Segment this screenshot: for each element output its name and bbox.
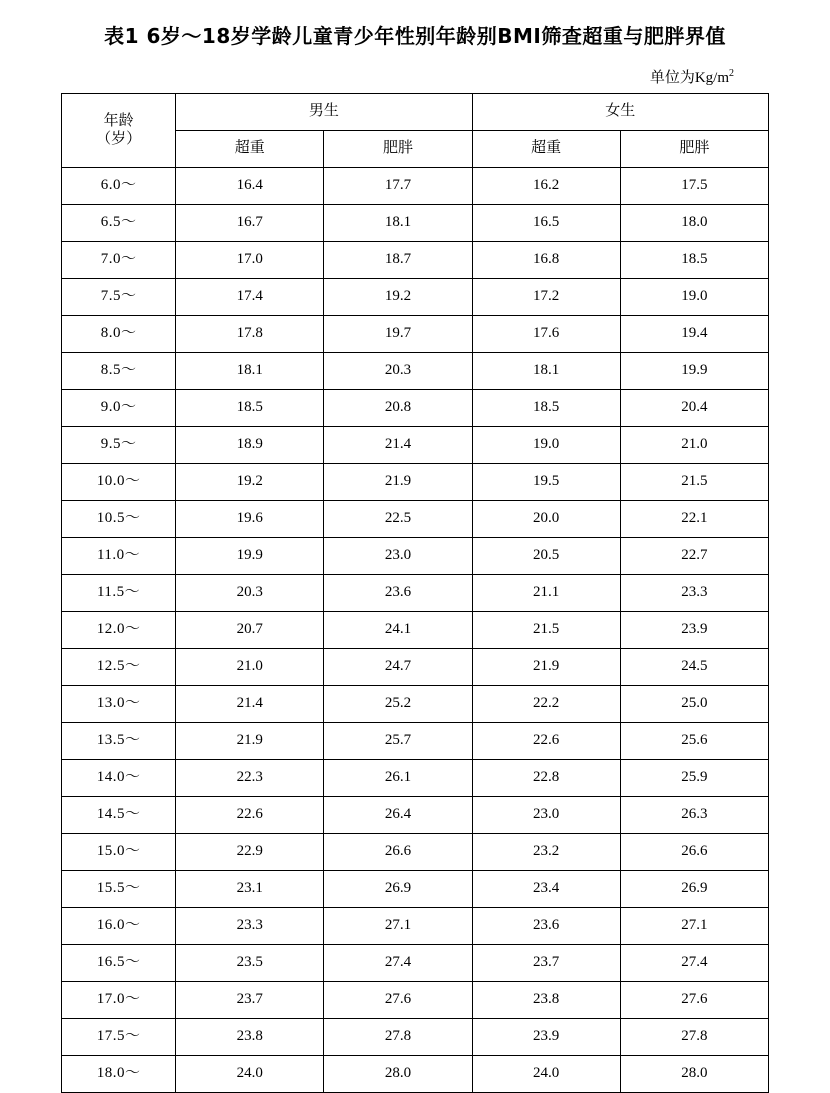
cell-age: 7.0～ xyxy=(62,242,176,279)
cell-girls-overweight: 20.5 xyxy=(472,538,620,575)
age-header-line1: 年龄 xyxy=(103,113,134,130)
cell-boys-overweight: 23.1 xyxy=(176,871,324,908)
cell-boys-overweight: 23.3 xyxy=(176,908,324,945)
unit-exponent: 2 xyxy=(729,68,734,79)
cell-boys-obesity: 21.9 xyxy=(324,464,472,501)
cell-boys-obesity: 20.8 xyxy=(324,390,472,427)
cell-boys-obesity: 26.4 xyxy=(324,797,472,834)
cell-age: 9.5～ xyxy=(62,427,176,464)
cell-boys-overweight: 23.5 xyxy=(176,945,324,982)
cell-boys-obesity: 23.6 xyxy=(324,575,472,612)
cell-boys-overweight: 16.4 xyxy=(176,168,324,205)
cell-age: 8.5～ xyxy=(62,353,176,390)
cell-girls-overweight: 19.5 xyxy=(472,464,620,501)
cell-boys-obesity: 27.6 xyxy=(324,982,472,1019)
cell-girls-obesity: 17.5 xyxy=(620,168,768,205)
cell-boys-obesity: 20.3 xyxy=(324,353,472,390)
column-header-boys-overweight: 超重 xyxy=(176,131,324,168)
cell-boys-overweight: 19.6 xyxy=(176,501,324,538)
cell-girls-overweight: 21.1 xyxy=(472,575,620,612)
cell-girls-overweight: 23.2 xyxy=(472,834,620,871)
table-row xyxy=(62,464,769,501)
table-row xyxy=(62,760,769,797)
cell-boys-obesity: 27.4 xyxy=(324,945,472,982)
cell-boys-obesity: 21.4 xyxy=(324,427,472,464)
cell-boys-overweight: 20.3 xyxy=(176,575,324,612)
cell-girls-obesity: 21.5 xyxy=(620,464,768,501)
cell-age: 13.5～ xyxy=(62,723,176,760)
cell-boys-obesity: 19.7 xyxy=(324,316,472,353)
cell-girls-overweight: 18.5 xyxy=(472,390,620,427)
cell-girls-overweight: 23.4 xyxy=(472,871,620,908)
cell-age: 16.0～ xyxy=(62,908,176,945)
cell-girls-obesity: 19.9 xyxy=(620,353,768,390)
table-row xyxy=(62,538,769,575)
cell-age: 9.0～ xyxy=(62,390,176,427)
cell-girls-obesity: 28.0 xyxy=(620,1056,768,1093)
cell-age: 16.5～ xyxy=(62,945,176,982)
cell-girls-obesity: 24.5 xyxy=(620,649,768,686)
table-row xyxy=(62,945,769,982)
cell-girls-obesity: 26.9 xyxy=(620,871,768,908)
cell-girls-obesity: 27.1 xyxy=(620,908,768,945)
column-header-age xyxy=(62,94,176,168)
table-row xyxy=(62,575,769,612)
cell-boys-overweight: 17.8 xyxy=(176,316,324,353)
cell-boys-overweight: 18.1 xyxy=(176,353,324,390)
cell-age: 15.5～ xyxy=(62,871,176,908)
cell-girls-obesity: 23.9 xyxy=(620,612,768,649)
cell-girls-overweight: 20.0 xyxy=(472,501,620,538)
table-row xyxy=(62,168,769,205)
cell-boys-obesity: 24.7 xyxy=(324,649,472,686)
table-row xyxy=(62,871,769,908)
column-header-girls-overweight: 超重 xyxy=(472,131,620,168)
cell-age: 14.0～ xyxy=(62,760,176,797)
cell-boys-obesity: 26.6 xyxy=(324,834,472,871)
cell-girls-overweight: 17.6 xyxy=(472,316,620,353)
cell-boys-overweight: 18.5 xyxy=(176,390,324,427)
cell-age: 6.0～ xyxy=(62,168,176,205)
cell-boys-obesity: 27.1 xyxy=(324,908,472,945)
age-header-line2: （岁） xyxy=(96,130,142,147)
table-row xyxy=(62,205,769,242)
cell-boys-obesity: 26.1 xyxy=(324,760,472,797)
cell-girls-obesity: 26.3 xyxy=(620,797,768,834)
cell-girls-overweight: 23.9 xyxy=(472,1019,620,1056)
cell-girls-overweight: 21.5 xyxy=(472,612,620,649)
cell-boys-obesity: 18.7 xyxy=(324,242,472,279)
cell-boys-overweight: 16.7 xyxy=(176,205,324,242)
cell-boys-obesity: 24.1 xyxy=(324,612,472,649)
cell-boys-obesity: 28.0 xyxy=(324,1056,472,1093)
cell-boys-overweight: 24.0 xyxy=(176,1056,324,1093)
cell-age: 15.0～ xyxy=(62,834,176,871)
bmi-threshold-table xyxy=(61,93,769,1093)
column-header-boys-obesity: 肥胖 xyxy=(324,131,472,168)
cell-girls-overweight: 17.2 xyxy=(472,279,620,316)
cell-boys-overweight: 18.9 xyxy=(176,427,324,464)
table-row xyxy=(62,501,769,538)
table-row xyxy=(62,686,769,723)
cell-girls-obesity: 22.1 xyxy=(620,501,768,538)
cell-girls-overweight: 18.1 xyxy=(472,353,620,390)
page-title: 表1 6岁～18岁学龄儿童青少年性别年龄别BMI筛查超重与肥胖界值 xyxy=(104,24,726,48)
cell-girls-overweight: 22.2 xyxy=(472,686,620,723)
cell-boys-obesity: 25.2 xyxy=(324,686,472,723)
table-row xyxy=(62,834,769,871)
cell-age: 13.0～ xyxy=(62,686,176,723)
table-header-row-1 xyxy=(62,94,769,131)
cell-age: 17.0～ xyxy=(62,982,176,1019)
cell-girls-obesity: 20.4 xyxy=(620,390,768,427)
cell-girls-obesity: 26.6 xyxy=(620,834,768,871)
cell-boys-overweight: 22.3 xyxy=(176,760,324,797)
cell-girls-overweight: 23.0 xyxy=(472,797,620,834)
cell-girls-obesity: 23.3 xyxy=(620,575,768,612)
cell-age: 18.0～ xyxy=(62,1056,176,1093)
cell-girls-obesity: 18.0 xyxy=(620,205,768,242)
cell-age: 11.5～ xyxy=(62,575,176,612)
cell-boys-overweight: 23.8 xyxy=(176,1019,324,1056)
cell-girls-obesity: 21.0 xyxy=(620,427,768,464)
cell-boys-overweight: 19.9 xyxy=(176,538,324,575)
cell-boys-obesity: 25.7 xyxy=(324,723,472,760)
cell-girls-obesity: 27.8 xyxy=(620,1019,768,1056)
cell-boys-obesity: 19.2 xyxy=(324,279,472,316)
cell-age: 7.5～ xyxy=(62,279,176,316)
cell-boys-obesity: 18.1 xyxy=(324,205,472,242)
cell-boys-overweight: 22.9 xyxy=(176,834,324,871)
table-row xyxy=(62,242,769,279)
table-row xyxy=(62,1019,769,1056)
cell-age: 17.5～ xyxy=(62,1019,176,1056)
cell-boys-obesity: 26.9 xyxy=(324,871,472,908)
cell-girls-obesity: 25.6 xyxy=(620,723,768,760)
column-header-boys: 男生 xyxy=(176,94,472,131)
cell-age: 12.5～ xyxy=(62,649,176,686)
table-row xyxy=(62,723,769,760)
cell-age: 12.0～ xyxy=(62,612,176,649)
table-row xyxy=(62,427,769,464)
cell-boys-overweight: 17.4 xyxy=(176,279,324,316)
table-row xyxy=(62,390,769,427)
cell-girls-overweight: 23.7 xyxy=(472,945,620,982)
cell-age: 8.0～ xyxy=(62,316,176,353)
cell-boys-overweight: 22.6 xyxy=(176,797,324,834)
unit-note-text: 单位为Kg/m xyxy=(649,70,729,86)
cell-girls-overweight: 23.8 xyxy=(472,982,620,1019)
table-row xyxy=(62,982,769,1019)
cell-boys-overweight: 19.2 xyxy=(176,464,324,501)
table-row xyxy=(62,279,769,316)
unit-note xyxy=(0,66,734,87)
cell-girls-overweight: 16.2 xyxy=(472,168,620,205)
cell-girls-overweight: 23.6 xyxy=(472,908,620,945)
cell-girls-obesity: 18.5 xyxy=(620,242,768,279)
cell-age: 10.5～ xyxy=(62,501,176,538)
cell-boys-overweight: 17.0 xyxy=(176,242,324,279)
cell-boys-obesity: 23.0 xyxy=(324,538,472,575)
cell-girls-overweight: 16.5 xyxy=(472,205,620,242)
cell-boys-overweight: 21.4 xyxy=(176,686,324,723)
table-row xyxy=(62,649,769,686)
cell-girls-overweight: 16.8 xyxy=(472,242,620,279)
cell-girls-obesity: 19.0 xyxy=(620,279,768,316)
column-header-girls: 女生 xyxy=(472,94,768,131)
table-row xyxy=(62,1056,769,1093)
cell-girls-overweight: 21.9 xyxy=(472,649,620,686)
cell-girls-overweight: 22.6 xyxy=(472,723,620,760)
cell-girls-obesity: 19.4 xyxy=(620,316,768,353)
cell-boys-overweight: 21.9 xyxy=(176,723,324,760)
table-row xyxy=(62,353,769,390)
cell-girls-obesity: 25.0 xyxy=(620,686,768,723)
cell-girls-obesity: 22.7 xyxy=(620,538,768,575)
table-row xyxy=(62,316,769,353)
cell-boys-overweight: 21.0 xyxy=(176,649,324,686)
cell-girls-overweight: 22.8 xyxy=(472,760,620,797)
cell-age: 11.0～ xyxy=(62,538,176,575)
table-row xyxy=(62,612,769,649)
cell-girls-obesity: 27.6 xyxy=(620,982,768,1019)
cell-age: 6.5～ xyxy=(62,205,176,242)
document-page xyxy=(0,22,830,1082)
cell-boys-obesity: 27.8 xyxy=(324,1019,472,1056)
cell-age: 14.5～ xyxy=(62,797,176,834)
cell-age: 10.0～ xyxy=(62,464,176,501)
cell-girls-obesity: 25.9 xyxy=(620,760,768,797)
cell-boys-overweight: 23.7 xyxy=(176,982,324,1019)
column-header-girls-obesity: 肥胖 xyxy=(620,131,768,168)
cell-girls-obesity: 27.4 xyxy=(620,945,768,982)
table-header xyxy=(62,94,769,168)
cell-girls-overweight: 19.0 xyxy=(472,427,620,464)
cell-boys-obesity: 22.5 xyxy=(324,501,472,538)
table-row xyxy=(62,908,769,945)
cell-boys-overweight: 20.7 xyxy=(176,612,324,649)
cell-girls-overweight: 24.0 xyxy=(472,1056,620,1093)
table-body xyxy=(62,168,769,1093)
cell-boys-obesity: 17.7 xyxy=(324,168,472,205)
table-row xyxy=(62,797,769,834)
